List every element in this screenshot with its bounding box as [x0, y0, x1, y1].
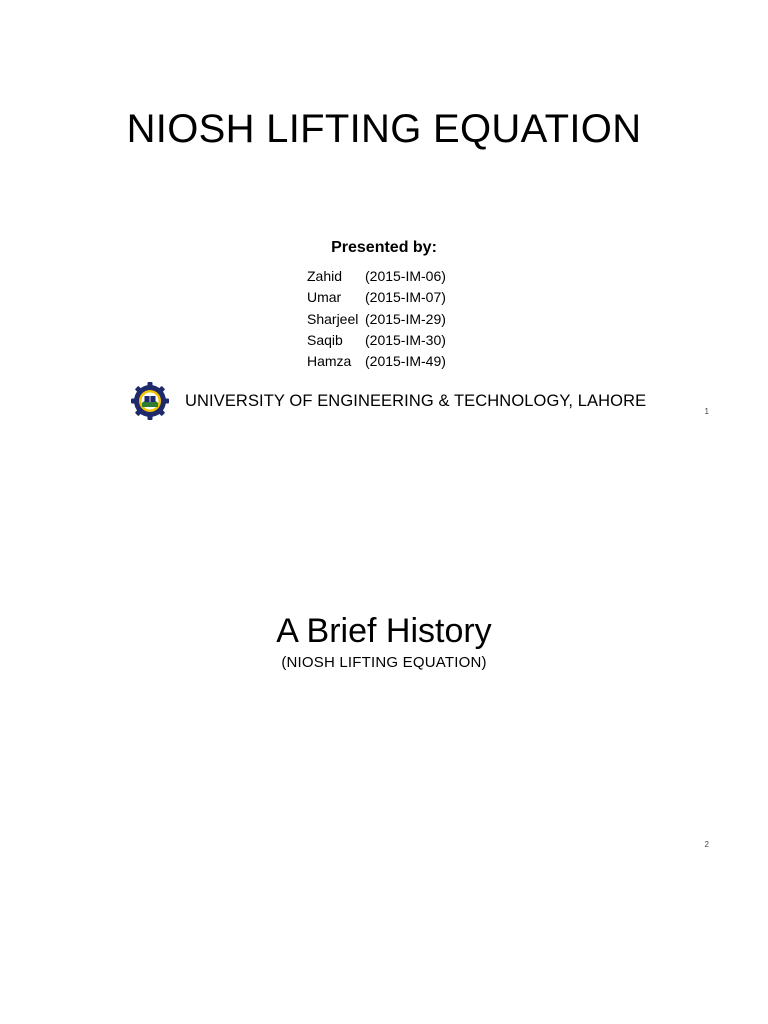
presenter-name: Umar	[307, 289, 342, 306]
presenter-row	[307, 266, 446, 287]
presenter-name: Hamza	[307, 353, 352, 370]
presenter-id: (2015-IM-30)	[365, 331, 446, 348]
uet-logo-gear-icon	[130, 381, 170, 421]
presenter-row	[307, 351, 446, 372]
presenter-name: Zahid	[307, 268, 343, 284]
presenter-id: (2015-IM-29)	[365, 310, 446, 327]
presenter-list	[307, 266, 446, 372]
presenter-name: Saqib	[307, 331, 343, 348]
slide-title: NIOSH LIFTING EQUATION	[126, 107, 642, 151]
slide-1	[0, 0, 768, 430]
presenter-name: Sharjeel	[307, 310, 359, 327]
presenter-id: (2015-IM-06)	[365, 268, 446, 284]
presented-by-label: Presented by:	[331, 239, 437, 256]
university-banner	[130, 381, 646, 421]
slide-title: A Brief History	[276, 612, 492, 650]
presenter-row	[307, 309, 446, 330]
slide-subtitle: (NIOSH LIFTING EQUATION)	[281, 654, 487, 671]
presenter-id: (2015-IM-49)	[365, 353, 446, 370]
university-name: UNIVERSITY OF ENGINEERING & TECHNOLOGY, LAHORE	[185, 392, 647, 410]
presenter-id: (2015-IM-07)	[365, 289, 446, 306]
page-number: 2	[704, 840, 709, 849]
page-number: 1	[704, 407, 709, 416]
presenter-row	[307, 287, 446, 308]
slide-2	[0, 430, 768, 860]
presenter-row	[307, 330, 446, 351]
